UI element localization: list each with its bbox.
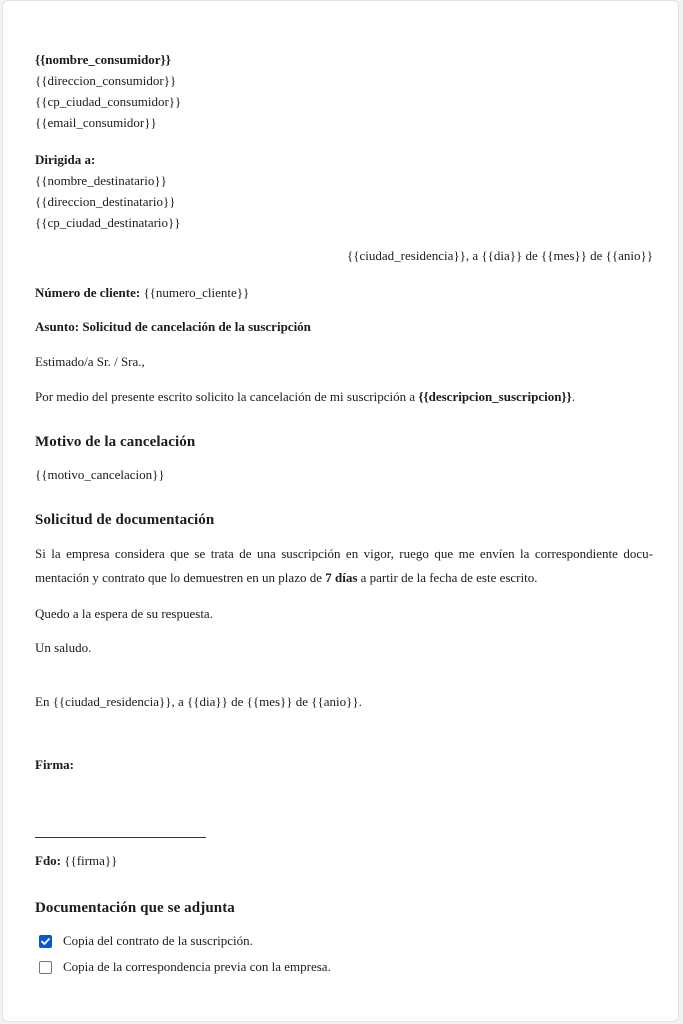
recipient-block (35, 149, 653, 233)
checkbox-unchecked-icon[interactable] (39, 961, 52, 974)
sender-cp-city: {{cp_ciudad_consumidor}} (35, 94, 182, 109)
signature-label: Firma: (35, 757, 74, 772)
client-number-label: Número de cliente: (35, 285, 141, 300)
attachment-label: Copia del contrato de la suscripción. (63, 933, 253, 948)
documentation-request-text-before: Si la empresa considera que se trata de una suscripción en vigor, ruego que me envíen la correspondiente documentación y contrato que lo demuestren en un plazo de (35, 546, 653, 585)
recipient-cp-city: {{cp_ciudad_destinatario}} (35, 215, 181, 230)
attachments-heading: Documentación que se adjunta (35, 900, 235, 916)
documentation-request-text-after: a partir de la fecha de este escrito. (357, 570, 538, 585)
intro-text: Por medio del presente escrito solicito la cancelación de mi suscripción a (35, 389, 419, 404)
fdo-label: Fdo: (35, 853, 61, 868)
subject-line: Asunto: Solicitud de cancelación de la suscripción (35, 319, 311, 334)
documentation-request-paragraph (35, 542, 653, 590)
date-header: {{ciudad_residencia}}, a {{dia}} de {{mes}} de {{anio}} (347, 248, 653, 263)
checkmark-icon (40, 936, 51, 947)
attachment-label: Copia de la correspondencia previa con la empresa. (63, 959, 331, 974)
signature-line (35, 837, 206, 838)
date-footer: En {{ciudad_residencia}}, a {{dia}} de {{mes}} de {{anio}}. (35, 694, 362, 709)
attachment-item-correspondence[interactable] (35, 956, 653, 978)
documentation-request-days: 7 días (325, 570, 358, 585)
letter-content (35, 49, 653, 982)
cancel-reason-value: {{motivo_cancelacion}} (35, 467, 165, 482)
intro-paragraph (35, 386, 653, 407)
farewell-text: Un saludo. (35, 640, 92, 655)
checkbox-checked-icon[interactable] (39, 935, 52, 948)
fdo-line (35, 850, 653, 871)
waiting-text: Quedo a la espera de su respuesta. (35, 606, 213, 621)
sender-block (35, 49, 653, 133)
intro-end: . (571, 389, 576, 404)
sender-address: {{direccion_consumidor}} (35, 73, 177, 88)
sender-name: {{nombre_consumidor}} (35, 52, 171, 67)
cancel-reason-heading: Motivo de la cancelación (35, 434, 196, 450)
documentation-request-heading: Solicitud de documentación (35, 512, 215, 528)
recipient-heading: Dirigida a: (35, 152, 96, 167)
sender-email: {{email_consumidor}} (35, 115, 157, 130)
recipient-name: {{nombre_destinatario}} (35, 173, 167, 188)
document-page (2, 0, 679, 1022)
client-number (35, 282, 653, 303)
subscription-description: {{descripcion_suscripcion}} (418, 389, 572, 404)
client-number-value: {{numero_cliente}} (143, 285, 250, 300)
attachments-list (35, 930, 653, 978)
recipient-address: {{direccion_destinatario}} (35, 194, 176, 209)
greeting: Estimado/a Sr. / Sra., (35, 354, 145, 369)
attachment-item-contract[interactable] (35, 930, 653, 952)
fdo-value: {{firma}} (64, 853, 118, 868)
